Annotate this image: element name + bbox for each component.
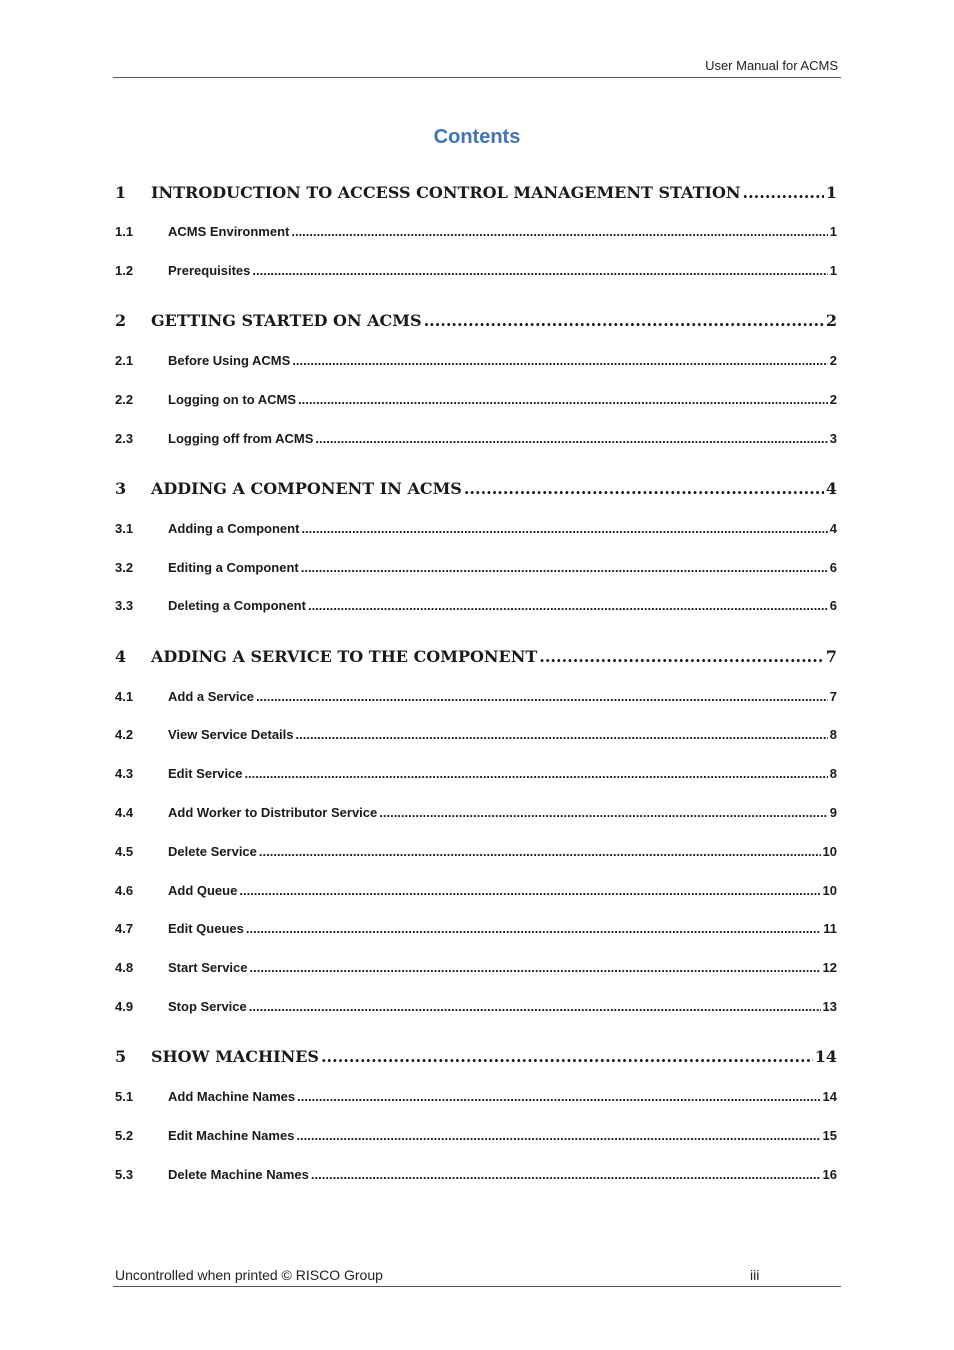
- toc-chapter-entry[interactable]: [115, 647, 837, 669]
- toc-dot-leader: [297, 1089, 820, 1104]
- toc-entry-label: Edit Service: [168, 766, 243, 781]
- toc-section-entry[interactable]: [115, 431, 837, 449]
- toc-entry-label: Add a Service: [168, 689, 254, 704]
- toc-entry-page: 14: [814, 1047, 837, 1066]
- toc-entry-label: ADDING A SERVICE TO THE COMPONENT: [151, 647, 538, 666]
- toc-entry-label: Start Service: [168, 960, 248, 975]
- toc-entry-number: 2.3: [115, 431, 134, 446]
- toc-dot-leader: [539, 647, 824, 666]
- toc-entry-number: 5: [115, 1047, 127, 1066]
- running-header: User Manual for ACMS: [705, 58, 838, 73]
- toc-entry-label: Edit Machine Names: [168, 1128, 295, 1143]
- toc-section-entry[interactable]: [115, 689, 837, 707]
- toc-entry-label: Prerequisites: [168, 263, 251, 278]
- toc-entry-page: 4: [825, 479, 837, 498]
- toc-entry-number: 4.5: [115, 844, 134, 859]
- toc-dot-leader: [296, 1128, 820, 1143]
- toc-entry-page: 11: [823, 921, 837, 936]
- toc-entry-page: 15: [822, 1128, 837, 1143]
- page-number: iii: [750, 1267, 760, 1283]
- toc-entry-label: Logging on to ACMS: [168, 392, 297, 407]
- toc-dot-leader: [239, 883, 820, 898]
- toc-entry-number: 4.2: [115, 727, 134, 742]
- toc-entry-label: Adding a Component: [168, 521, 300, 536]
- toc-dot-leader: [301, 560, 828, 575]
- toc-entry-number: 4.8: [115, 960, 134, 975]
- toc-chapter-entry[interactable]: [115, 311, 837, 333]
- toc-entry-number: 1: [115, 183, 127, 202]
- toc-entry-number: 5.3: [115, 1167, 134, 1182]
- toc-entry-label: Add Machine Names: [168, 1089, 296, 1104]
- toc-entry-label: ACMS Environment: [168, 224, 290, 239]
- toc-entry-label: Delete Machine Names: [168, 1167, 309, 1182]
- toc-entry-page: 13: [822, 999, 837, 1014]
- toc-section-entry[interactable]: [115, 560, 837, 578]
- page-title: Contents: [433, 126, 521, 148]
- toc-entry-number: 4.1: [115, 689, 134, 704]
- toc-entry-label: Before Using ACMS: [168, 353, 291, 368]
- toc-section-entry[interactable]: [115, 921, 837, 939]
- toc-entry-number: 1.1: [115, 224, 134, 239]
- toc-entry-label: SHOW MACHINES: [151, 1047, 319, 1066]
- toc-section-entry[interactable]: [115, 224, 837, 242]
- toc-entry-number: 2: [115, 311, 127, 330]
- toc-entry-page: 1: [829, 224, 837, 239]
- toc-section-entry[interactable]: [115, 1089, 837, 1107]
- toc-section-entry[interactable]: [115, 727, 837, 745]
- toc-dot-leader: [321, 1047, 813, 1066]
- toc-dot-leader: [292, 353, 827, 368]
- toc-entry-page: 6: [829, 560, 837, 575]
- toc-entry-page: 10: [822, 844, 837, 859]
- toc-dot-leader: [250, 960, 821, 975]
- toc-entry-label: Stop Service: [168, 999, 247, 1014]
- toc-entry-page: 3: [829, 431, 837, 446]
- toc-entry-number: 4.9: [115, 999, 134, 1014]
- toc-entry-page: 8: [829, 766, 837, 781]
- toc-entry-page: 16: [822, 1167, 837, 1182]
- toc-entry-label: ADDING A COMPONENT IN ACMS: [151, 479, 462, 498]
- toc-section-entry[interactable]: [115, 263, 837, 281]
- toc-entry-page: 6: [829, 598, 837, 613]
- toc-section-entry[interactable]: [115, 805, 837, 823]
- toc-dot-leader: [424, 311, 824, 330]
- toc-chapter-entry[interactable]: [115, 183, 837, 205]
- toc-dot-leader: [256, 689, 828, 704]
- toc-entry-page: 7: [825, 647, 837, 666]
- toc-entry-number: 5.2: [115, 1128, 134, 1143]
- toc-entry-label: Edit Queues: [168, 921, 244, 936]
- toc-section-entry[interactable]: [115, 999, 837, 1017]
- footer-text: Uncontrolled when printed © RISCO Group: [115, 1267, 383, 1283]
- toc-dot-leader: [379, 805, 828, 820]
- toc-entry-page: 10: [822, 883, 837, 898]
- toc-entry-page: 2: [825, 311, 837, 330]
- toc-entry-number: 4.6: [115, 883, 134, 898]
- toc-entry-number: 2.2: [115, 392, 134, 407]
- toc-dot-leader: [315, 431, 827, 446]
- toc-entry-page: 7: [829, 689, 837, 704]
- toc-section-entry[interactable]: [115, 960, 837, 978]
- toc-section-entry[interactable]: [115, 392, 837, 410]
- toc-entry-number: 3.1: [115, 521, 134, 536]
- toc-entry-number: 5.1: [115, 1089, 134, 1104]
- toc-section-entry[interactable]: [115, 1167, 837, 1185]
- toc-entry-number: 3: [115, 479, 127, 498]
- toc-dot-leader: [246, 921, 821, 936]
- toc-entry-number: 4.7: [115, 921, 134, 936]
- toc-entry-page: 14: [822, 1089, 837, 1104]
- toc-entry-label: INTRODUCTION TO ACCESS CONTROL MANAGEMENT STATION: [151, 183, 741, 202]
- toc-section-entry[interactable]: [115, 1128, 837, 1146]
- toc-entry-page: 2: [829, 392, 837, 407]
- header-rule: [113, 77, 841, 78]
- toc-section-entry[interactable]: [115, 844, 837, 862]
- footer-rule: [113, 1286, 841, 1287]
- toc-dot-leader: [252, 263, 827, 278]
- toc-section-entry[interactable]: [115, 883, 837, 901]
- toc-entry-page: 1: [825, 183, 837, 202]
- toc-entry-page: 1: [829, 263, 837, 278]
- toc-dot-leader: [743, 183, 824, 202]
- toc-entry-page: 8: [829, 727, 837, 742]
- toc-entry-label: Delete Service: [168, 844, 257, 859]
- toc-dot-leader: [249, 999, 821, 1014]
- toc-section-entry[interactable]: [115, 521, 837, 539]
- toc-entry-number: 2.1: [115, 353, 134, 368]
- toc-section-entry[interactable]: [115, 598, 837, 616]
- toc-entry-number: 3.2: [115, 560, 134, 575]
- toc-dot-leader: [296, 727, 828, 742]
- toc-entry-label: Add Queue: [168, 883, 238, 898]
- toc-dot-leader: [301, 521, 827, 536]
- toc-entry-page: 12: [822, 960, 837, 975]
- toc-chapter-entry[interactable]: [115, 1047, 837, 1069]
- toc-entry-label: Add Worker to Distributor Service: [168, 805, 378, 820]
- toc-entry-label: GETTING STARTED ON ACMS: [151, 311, 422, 330]
- toc-entry-number: 3.3: [115, 598, 134, 613]
- toc-entry-number: 4.4: [115, 805, 134, 820]
- toc-entry-number: 4: [115, 647, 127, 666]
- toc-dot-leader: [311, 1167, 821, 1182]
- toc-dot-leader: [244, 766, 827, 781]
- toc-entry-page: 2: [829, 353, 837, 368]
- toc-section-entry[interactable]: [115, 766, 837, 784]
- toc-entry-label: Logging off from ACMS: [168, 431, 314, 446]
- toc-section-entry[interactable]: [115, 353, 837, 371]
- toc-entry-number: 1.2: [115, 263, 134, 278]
- toc-entry-label: Deleting a Component: [168, 598, 306, 613]
- toc-entry-label: Editing a Component: [168, 560, 299, 575]
- toc-dot-leader: [291, 224, 827, 239]
- toc-chapter-entry[interactable]: [115, 479, 837, 501]
- toc-dot-leader: [259, 844, 821, 859]
- toc-entry-label: View Service Details: [168, 727, 294, 742]
- toc-dot-leader: [298, 392, 828, 407]
- toc-dot-leader: [464, 479, 824, 498]
- toc-dot-leader: [308, 598, 828, 613]
- toc-entry-page: 9: [829, 805, 837, 820]
- toc-entry-page: 4: [829, 521, 837, 536]
- toc-entry-number: 4.3: [115, 766, 134, 781]
